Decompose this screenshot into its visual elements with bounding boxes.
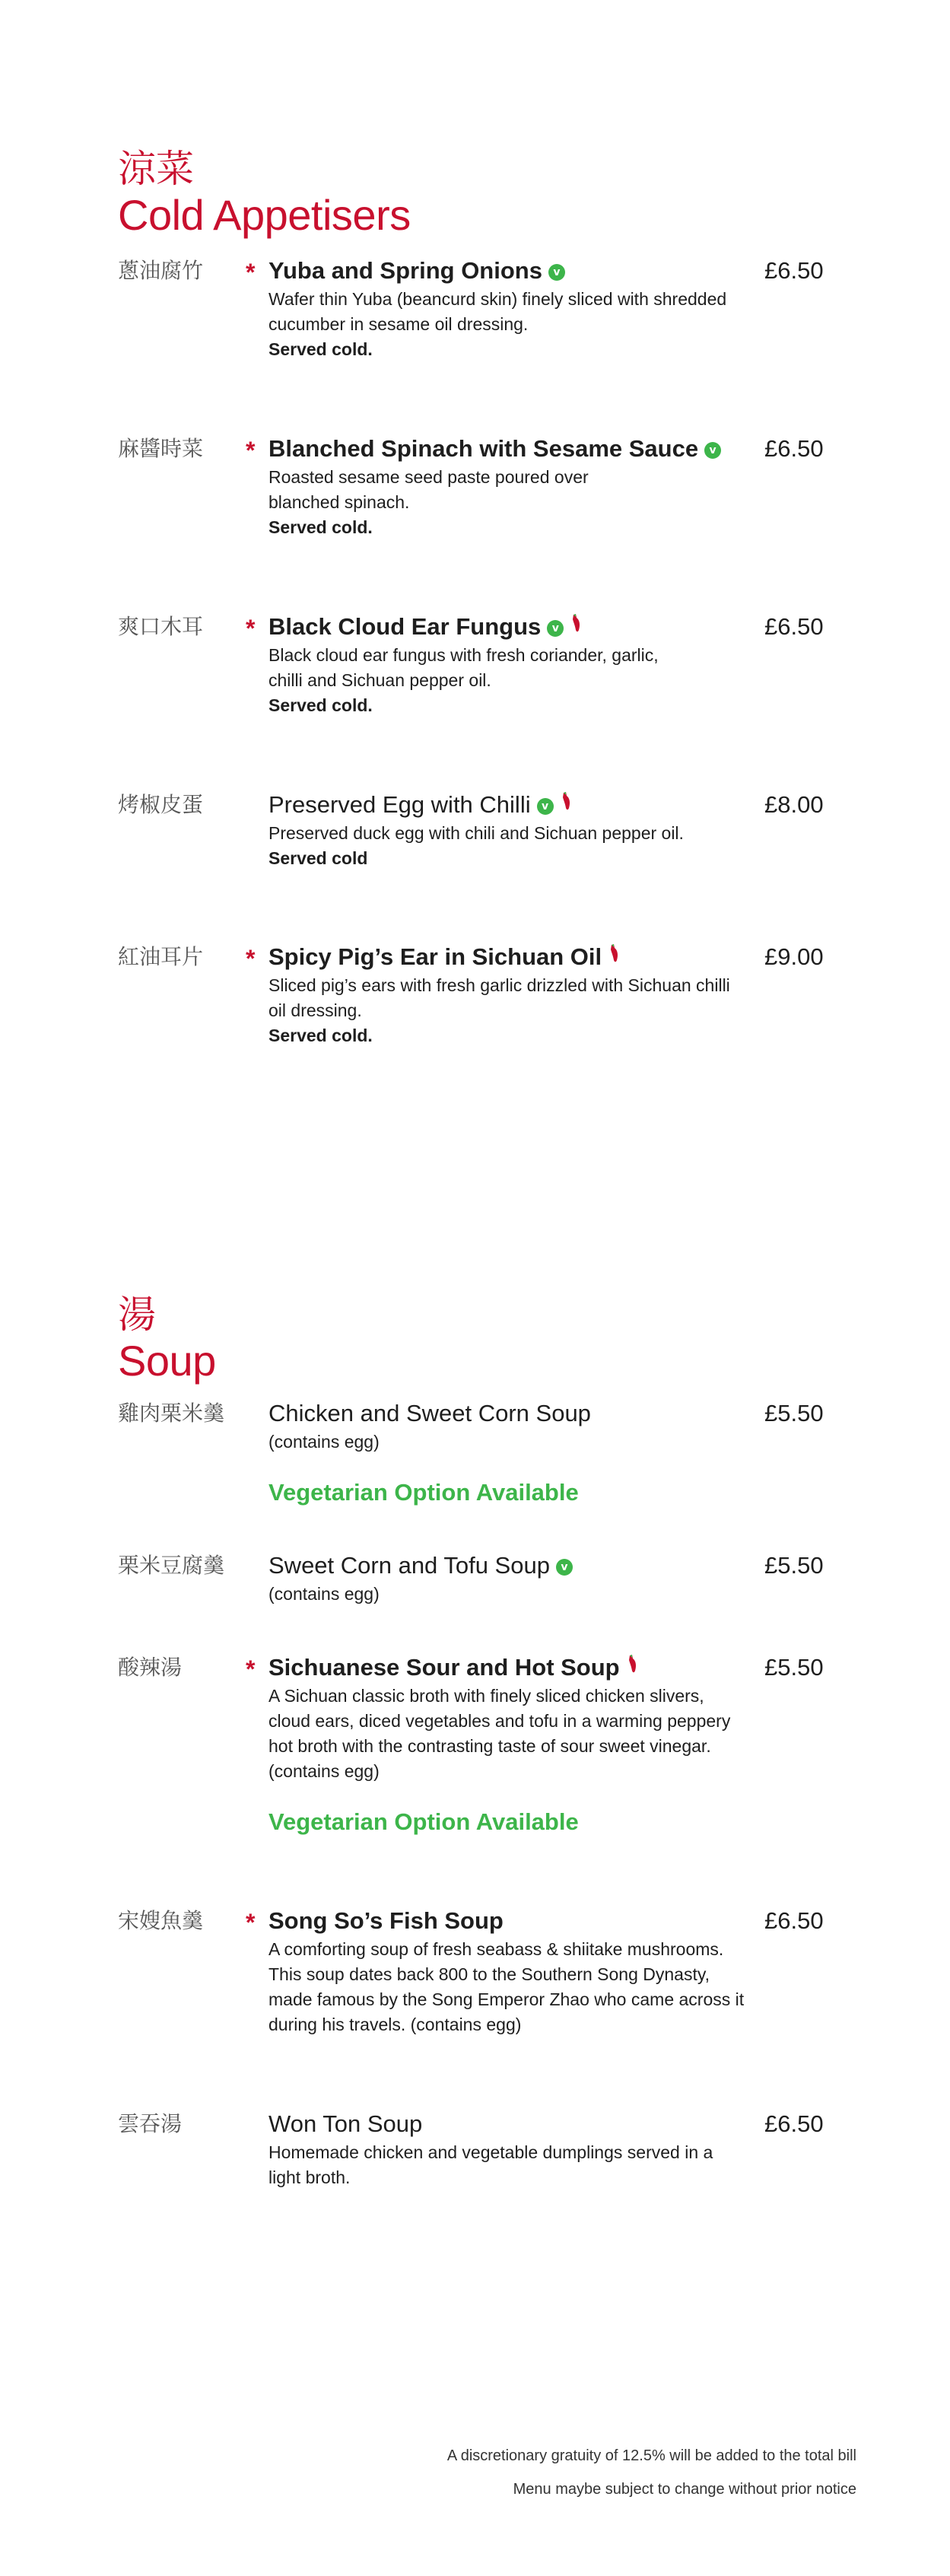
item-name-zh: 雲吞湯 [118, 2111, 183, 2136]
change-notice: Menu maybe subject to change without prior notice [513, 2481, 856, 2498]
item-name-zh: 酸辣湯 [118, 1655, 183, 1680]
item-price: £9.00 [764, 943, 824, 970]
chilli-icon [608, 943, 620, 967]
item-name-zh: 雞肉栗米羹 [118, 1401, 225, 1426]
item-description: Preserved duck egg with chili and Sichuan pepper oil. [268, 823, 684, 843]
section-title-en: Cold Appetisers [118, 191, 411, 239]
section-title-en: Soup [118, 1337, 216, 1385]
item-name-zh: 烤椒皮蛋 [118, 792, 204, 817]
item-description: Roasted sesame seed paste poured over blanched spinach. [268, 467, 589, 512]
item-description: Wafer thin Yuba (beancurd skin) finely sliced with shredded cucumber in sesame oil dressing. [268, 289, 727, 334]
item-name-zh: 紅油耳片 [118, 944, 204, 969]
item-name: Won Ton Soup [268, 2110, 423, 2137]
section-title-zh: 涼菜 [118, 147, 194, 191]
item-price: £5.50 [764, 1654, 824, 1681]
item-description: A Sichuan classic broth with finely sliced chicken slivers, cloud ears, diced vegetables and tofu in a warming peppery hot broth with the contrasting taste of sour sweet vinegar. (contains egg) [268, 1686, 731, 1781]
item-name: Sweet Corn and Tofu Soup [268, 1552, 550, 1579]
chef-recommendation-star: * [246, 615, 256, 642]
served-note: Served cold. [268, 517, 373, 537]
item-price: £5.50 [764, 1400, 824, 1426]
served-note: Served cold. [268, 339, 373, 359]
item-name-zh: 爽口木耳 [118, 614, 204, 639]
item-price: £8.00 [764, 791, 824, 818]
item-description: Black cloud ear fungus with fresh coriander, garlic, chilli and Sichuan pepper oil. [268, 645, 659, 690]
vegetarian-option-note: Vegetarian Option Available [268, 1808, 579, 1835]
chilli-icon [570, 613, 582, 637]
item-price: £6.50 [764, 2110, 824, 2137]
item-price: £6.50 [764, 257, 824, 284]
served-note: Served cold. [268, 695, 373, 715]
section-title-soup [118, 1292, 216, 1385]
item-description: Sliced pig’s ears with fresh garlic drizzled with Sichuan chilli oil dressing. [268, 975, 730, 1020]
item-price: £5.50 [764, 1552, 824, 1579]
section-title-zh: 湯 [118, 1293, 156, 1337]
item-price: £6.50 [764, 1907, 824, 1934]
item-name-zh: 蔥油腐竹 [118, 258, 204, 283]
chef-recommendation-star: * [246, 945, 256, 972]
item-name: Yuba and Spring Onions [268, 257, 542, 284]
item-name: Song So’s Fish Soup [268, 1907, 504, 1934]
vegetarian-icon: v [548, 264, 565, 281]
vegetarian-icon: v [704, 442, 721, 459]
vegetarian-icon: v [556, 1559, 573, 1576]
item-price: £6.50 [764, 613, 824, 640]
item-name-zh: 麻醬時菜 [118, 436, 204, 461]
item-name-zh: 宋嫂魚羹 [118, 1908, 204, 1933]
vegetarian-icon: v [537, 798, 554, 815]
item-name: Chicken and Sweet Corn Soup [268, 1400, 591, 1426]
chilli-icon [560, 791, 572, 815]
chilli-icon [626, 1654, 638, 1678]
section-title-cold-appetisers [118, 146, 411, 239]
item-name: Preserved Egg with Chilli [268, 791, 531, 818]
vegetarian-option-note: Vegetarian Option Available [268, 1479, 579, 1506]
chef-recommendation-star: * [246, 1909, 256, 1936]
item-price: £6.50 [764, 435, 824, 462]
item-name: Blanched Spinach with Sesame Sauce [268, 435, 699, 462]
chef-recommendation-star: * [246, 437, 256, 464]
item-description: (contains egg) [268, 1432, 380, 1452]
chef-recommendation-star: * [246, 1655, 256, 1683]
item-name-zh: 栗米豆腐羹 [118, 1553, 225, 1578]
item-description: Homemade chicken and vegetable dumplings served in a light broth. [268, 2142, 713, 2187]
served-note: Served cold [268, 848, 368, 868]
item-name: Spicy Pig’s Ear in Sichuan Oil [268, 943, 602, 970]
served-note: Served cold. [268, 1026, 373, 1045]
vegetarian-icon: v [547, 620, 564, 637]
item-name: Black Cloud Ear Fungus [268, 613, 542, 640]
chef-recommendation-star: * [246, 259, 256, 286]
item-name: Sichuanese Sour and Hot Soup [268, 1654, 620, 1681]
item-description: A comforting soup of fresh seabass & shiitake mushrooms. This soup dates back 800 to the Southern Song Dynasty, made famous by the Song Emperor Zhao who came across it during his travels. (contains egg) [268, 1939, 745, 2034]
item-description: (contains egg) [268, 1584, 380, 1604]
gratuity-note: A discretionary gratuity of 12.5% will be added to the total bill [446, 2447, 856, 2464]
